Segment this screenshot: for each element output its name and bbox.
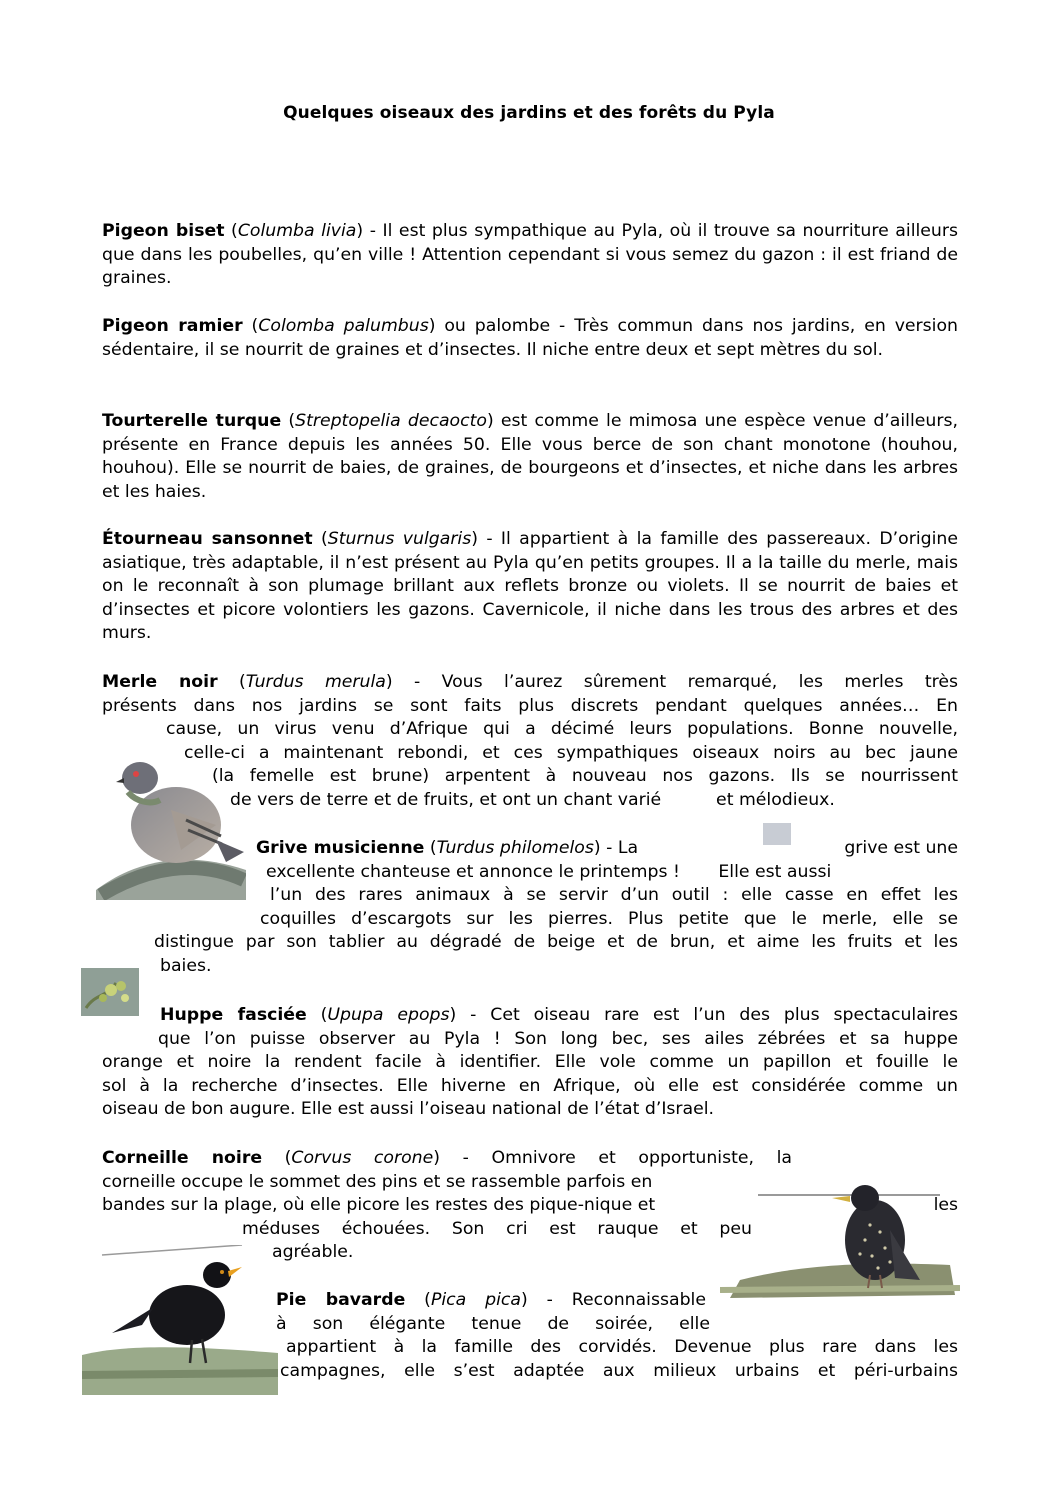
bird-name: Pie bavarde — [276, 1290, 406, 1310]
latin-name: Colomba palumbus — [258, 316, 429, 336]
page-title: Quelques oiseaux des jardins et des forêts du Pyla — [283, 103, 775, 123]
bird-name: Pigeon biset — [102, 221, 225, 241]
latin-name: Upupa epops — [327, 1005, 450, 1025]
paragraph-merle-noir: Merle noir (Turdus merula) - Vous l’aurez sûrement remarqué, les merles très présents dans nos jardins se sont faits plus discrets pendant quelques années… En cause, un virus venu d’Afrique qui a décimé leurs populations. Bonne nouvelle, celle-ci a maintenant rebondi, et ces sympathiques oiseaux noirs au bec jaune (la femelle est brune) arpentent à nouveau nos gazons. Ils se nourrissent de vers de terre et de fruits, et ont un chant varié et mélodieux. — [102, 672, 958, 810]
latin-name: Turdus philomelos — [436, 838, 594, 858]
bird-name: Corneille noire — [102, 1148, 263, 1168]
latin-name: Corvus corone — [291, 1148, 434, 1168]
latin-name: Streptopelia decaocto — [295, 411, 487, 431]
latin-name: Pica pica — [430, 1290, 521, 1310]
blackbird-photo — [82, 1245, 278, 1395]
latin-name: Turdus merula — [245, 672, 386, 692]
paragraph-pigeon-biset: Pigeon biset (Columba livia) - Il est plus sympathique au Pyla, où il trouve sa nourriture ailleurs que dans les poubelles, qu’en ville ! Attention cependant si vous semez du gazon : il est friand de graines. — [102, 221, 958, 289]
bird-name: Tourterelle turque — [102, 411, 282, 431]
bird-name: Huppe fasciée — [160, 1005, 307, 1025]
latin-name: Columba livia — [237, 221, 357, 241]
paragraph-tourterelle-turque: Tourterelle turque (Streptopelia decaocto) est comme le mimosa une espèce venue d’ailleurs, présente en France depuis les années 50. Elle vous berce de son chant monotone (houhou, houhou). Elle se nourrit de baies, de graines, de bourgeons et d’insectes, et niche dans les arbres et les haies. — [102, 411, 958, 502]
pigeon-photo — [96, 740, 246, 900]
paragraph-huppe-fasciee: Huppe fasciée (Upupa epops) - Cet oiseau rare est l’un des plus spectaculaires que l’on puisse observer au Pyla ! Son long bec, ses ailes zébrées et sa huppe orange et noire la rendent facile à identifier. Elle vole comme un papillon et fouille le sol à la recherche d’insectes. Elle hiverne en Afrique, où elle est considérée comme un oiseau de bon augure. Elle est aussi l’oiseau national de l’état d’Israel. — [102, 1005, 958, 1120]
latin-name: Sturnus vulgaris — [327, 529, 472, 549]
bird-name: Pigeon ramier — [102, 316, 243, 336]
paragraph-etourneau-sansonnet: Étourneau sansonnet (Sturnus vulgaris) - Il appartient à la famille des passereaux. D’origine asiatique, très adaptable, il n’est présent au Pyla qu’en petits groupes. Il a la taille du merle, mais on le reconnaît à son plumage brillant aux reflets bronze ou violets. Il se nourrit de baies et d’insectes et picore volontiers les gazons. Cavernicole, il niche dans les trous des arbres et des murs. — [102, 529, 958, 644]
paragraph-grive-musicienne: Grive musicienne (Turdus philomelos) - La grive est une excellente chanteuse et annonce le printemps ! Elle est aussi l’un des rares animaux à se servir d’un outil : elle casse en effet les coquilles d’escargots sur les pierres. Plus petite que le merle, elle se distingue par son tablier au dégradé de beige et de brun, et aime les fruits et les baies. — [154, 838, 958, 976]
thrush-photo — [763, 823, 791, 845]
paragraph-pie-bavarde: Pie bavarde (Pica pica) - Reconnaissable à son élégante tenue de soirée, elle appartient à la famille des corvidés. Devenue plus rare dans les campagnes, elle s’est adaptée aux milieux urbains et péri-urbains — [276, 1290, 958, 1381]
hoopoe-photo — [81, 968, 139, 1016]
bird-name: Merle noir — [102, 672, 218, 692]
bird-name: Étourneau sansonnet — [102, 529, 313, 549]
bird-name: Grive musicienne — [256, 838, 425, 858]
paragraph-pigeon-ramier: Pigeon ramier (Colomba palumbus) ou palombe - Très commun dans nos jardins, en version sédentaire, il se nourrit de graines et d’insectes. Il niche entre deux et sept mètres du sol. — [102, 316, 958, 360]
paragraph-corneille-noire: Corneille noire (Corvus corone) - Omnivore et opportuniste, la corneille occupe le sommet des pins et se rassemble parfois en bandes sur la plage, où elle picore les restes des pique-nique et les méduses échouées. Son cri est rauque et peu agréable. — [102, 1148, 958, 1263]
starling-photo — [720, 1170, 960, 1300]
